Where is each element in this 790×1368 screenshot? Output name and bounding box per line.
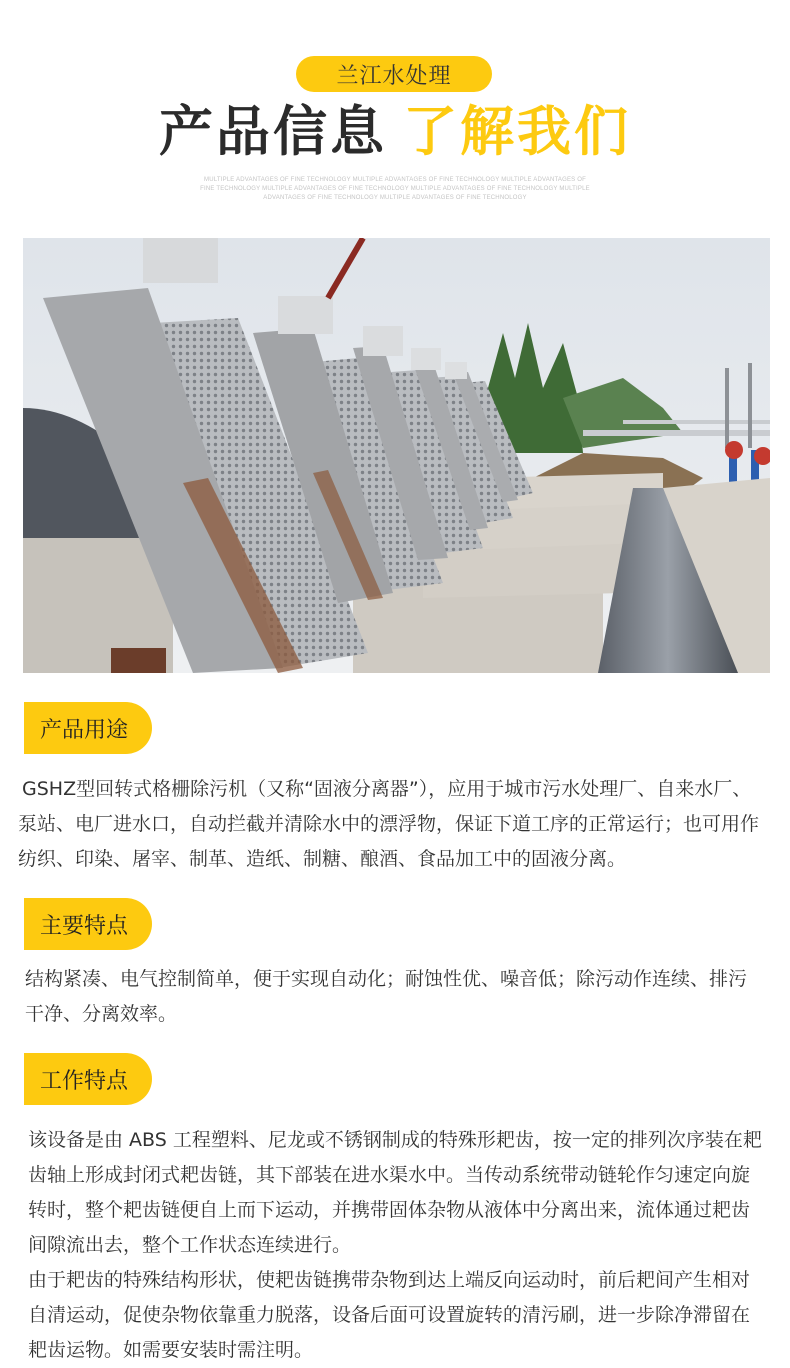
usage-paragraph: GSHZ型回转式格栅除污机（又称“固液分离器”），应用于城市污水处理厂、自来水厂、泵站、电厂进水口，自动拦截并清除水中的漂浮物，保证下道工序的正常运行；也可用作纺织、印染、屠宰、制革、造纸、制糖、酿酒、食品加工中的固液分离。 — [18, 778, 760, 870]
features-paragraph: 结构紧凑、电气控制简单，便于实现自动化；耐蚀性优、噪音低；除污动作连续、排污干净、分离效率。 — [25, 968, 748, 1025]
working-paragraph-1: 该设备是由 ABS 工程塑料、尼龙或不锈钢制成的特殊形耙齿，按一定的排列次序装在耙齿轴上形成封闭式耙齿链，其下部装在进水渠水中。当传动系统带动链轮作匀速定向旋转时，整个耙齿链便自上而下运动，并携带固体杂物从液体中分离出来，流体通过耙齿间隙流出去，整个工作状态连续进行。 — [28, 1129, 762, 1256]
section-title-usage: 产品用途 — [39, 717, 128, 743]
section-title-working: 工作特点 — [39, 1068, 128, 1094]
section-title-features: 主要特点 — [39, 913, 128, 939]
english-subtitle: MULTIPLE ADVANTAGES OF FINE TECHNOLOGY MULTIPLE ADVANTAGES OF FINE TECHNOLOGY MULTIPLE ADVANTAGES OF FINE TECHNOLOGY MULTIPLE ADVANTAGES OF FINE TECHNOLOGY MULTIPLE ADVANTAGES OF FINE TECHNOLOGY MULTIPLE ADVANTAGES OF FINE TECHNOLOGY MULTIPLE ADVANTAGES OF FINE TECHNOLOGY — [200, 177, 590, 201]
brand-pill — [296, 56, 492, 92]
page-title — [0, 98, 790, 166]
bar-screen-photo-illustration — [23, 238, 770, 673]
product-photo — [23, 238, 770, 673]
section-label-working — [24, 1053, 152, 1105]
brand-text: 兰江水处理 — [336, 63, 452, 89]
page-title-accent: 了解我们 — [403, 100, 631, 163]
section-label-features — [24, 898, 152, 950]
working-paragraph-2: 由于耙齿的特殊结构形状，使耙齿链携带杂物到达上端反向运动时，前后耙间产生相对自清运动，促使杂物依靠重力脱落，设备后面可设置旋转的清污刷，进一步除净滞留在耙齿运物。如需要安装时需注明。 — [28, 1269, 751, 1361]
page-title-main: 产品信息 — [159, 100, 387, 163]
section-label-usage — [24, 702, 152, 754]
